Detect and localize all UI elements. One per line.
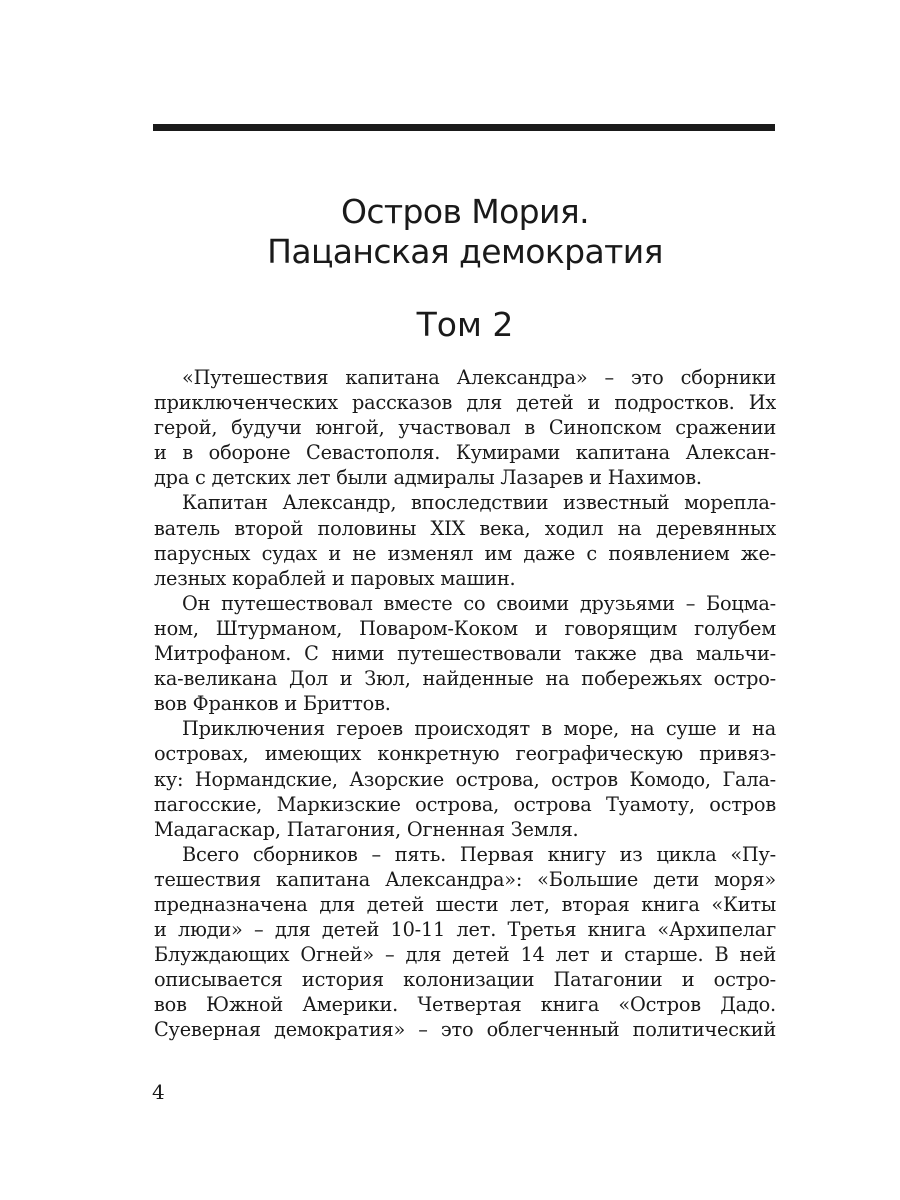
chapter-title-line-1: Остров Мория. xyxy=(340,192,589,231)
body-text xyxy=(154,365,776,1043)
paragraph xyxy=(154,591,776,716)
text-line: вов Южной Америки. Четвертая книга «Остров Дадо. xyxy=(154,993,776,1017)
text-line: Он путешествовал вместе со своими друзьями – Боцма- xyxy=(182,591,776,615)
text-line: Капитан Александр, впоследствии известный морепла- xyxy=(182,491,776,515)
page-number: 4 xyxy=(152,1080,165,1104)
text-line: ватель второй половины XIX века, ходил на деревянных xyxy=(154,516,776,540)
text-line: дра с детских лет были адмиралы Лазарев и Нахимов. xyxy=(154,466,702,490)
text-line: Мадагаскар, Патагония, Огненная Земля. xyxy=(154,817,579,841)
text-line: парусных судах и не изменял им даже с появлением же- xyxy=(154,541,776,565)
paragraph xyxy=(154,365,776,490)
text-line: Блуждающих Огней» – для детей 14 лет и старше. В ней xyxy=(154,943,776,967)
text-line: пагосские, Маркизские острова, острова Туамоту, остров xyxy=(154,792,776,816)
text-line: островах, имеющих конкретную географическую привяз- xyxy=(154,742,776,766)
text-line: Приключения героев происходят в море, на суше и на xyxy=(182,717,776,741)
text-line: герой, будучи юнгой, участвовал в Синопском сражении xyxy=(154,416,776,440)
paragraph xyxy=(154,490,776,590)
text-line: лезных кораблей и паровых машин. xyxy=(154,566,516,590)
text-line: вов Франков и Бриттов. xyxy=(154,692,391,716)
text-line: Суеверная демократия» – это облегченный политический xyxy=(154,1018,776,1042)
text-line: тешествия капитана Александра»: «Большие дети моря» xyxy=(154,867,776,891)
text-line: «Путешествия капитана Александра» – это сборники xyxy=(182,366,776,389)
volume-heading: Том 2 xyxy=(416,305,514,344)
text-line: предназначена для детей шести лет, вторая книга «Киты xyxy=(154,892,776,916)
text-line: Митрофаном. С ними путешествовали также два мальчи- xyxy=(154,642,776,666)
text-line: и в обороне Севастополя. Кумирами капитана Алексан- xyxy=(154,441,776,465)
text-line: приключенческих рассказов для детей и подростков. Их xyxy=(154,391,776,415)
text-line: ка-великана Дол и Зюл, найденные на побережьях остро- xyxy=(154,667,776,691)
text-line: Всего сборников – пять. Первая книгу из цикла «Пу- xyxy=(182,842,776,866)
chapter-title xyxy=(120,192,810,272)
top-rule xyxy=(153,124,775,131)
paragraph xyxy=(154,842,776,1043)
text-line: ном, Штурманом, Поваром-Коком и говорящим голубем xyxy=(154,616,776,640)
text-line: ку: Нормандские, Азорские острова, остров Комодо, Гала- xyxy=(154,767,776,791)
chapter-title-line-2: Пацанская демократия xyxy=(267,232,663,271)
paragraph xyxy=(154,716,776,841)
text-line: и люди» – для детей 10-11 лет. Третья книга «Архипелаг xyxy=(154,918,776,942)
text-line: описывается история колонизации Патагонии и остро- xyxy=(154,968,776,992)
